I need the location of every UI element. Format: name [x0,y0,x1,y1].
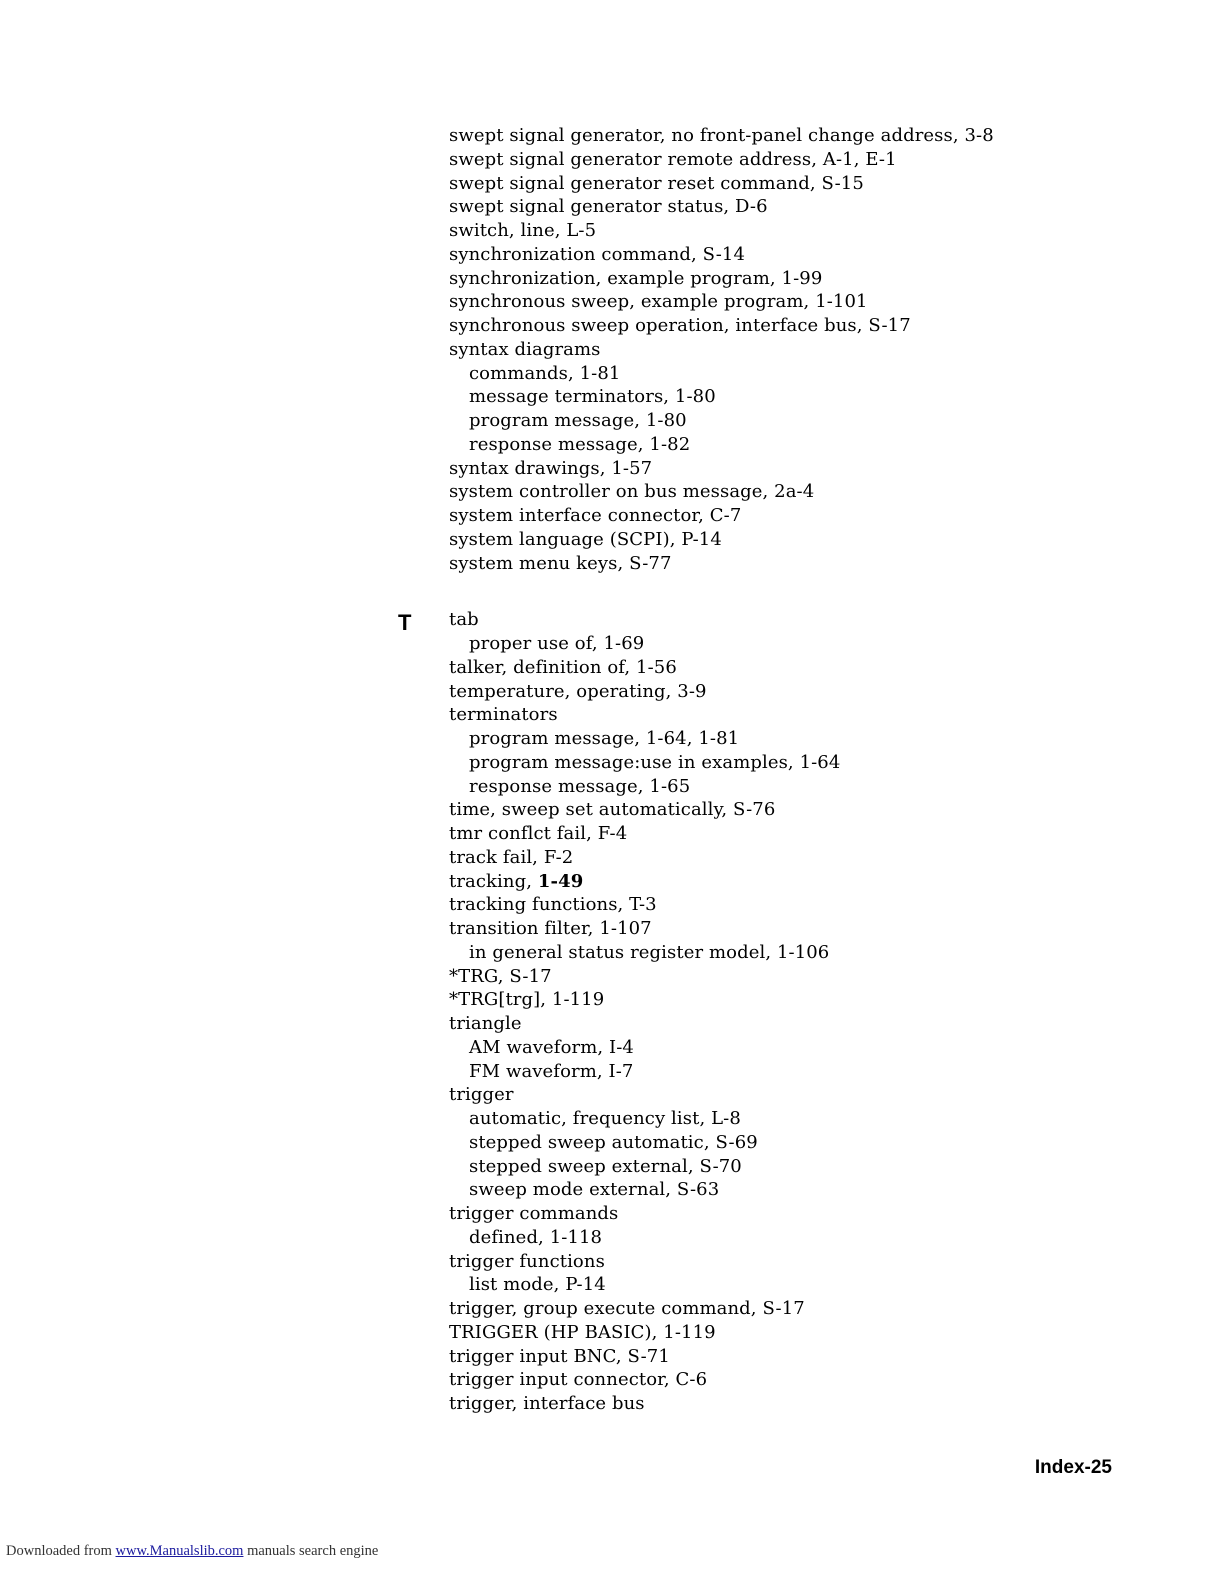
entry-text: temperature, operating, 3-9 [449,680,707,702]
entry-text: FM waveform, I-7 [469,1060,634,1082]
entry-text: trigger [449,1084,514,1106]
entry-text: transition filter, 1-107 [449,918,652,939]
entry-text: trigger input connector, C-6 [449,1369,708,1391]
entry-text: trigger functions [449,1250,605,1272]
section-letter: T [398,610,412,635]
entry-text: terminators [449,704,558,726]
entry-text: *TRG[trg], 1-119 [449,989,605,1011]
index-subentry [449,632,1069,656]
entry-text: talker, definition of, 1-56 [449,656,677,678]
entry-text: system controller on bus message, 2a-4 [449,481,815,503]
entry-text: track fail, F-2 [449,846,574,868]
index-entry [449,528,1069,552]
index-entry [449,480,1069,504]
index-entry [449,608,1069,632]
entry-text: automatic, frequency list, L-8 [469,1108,741,1129]
index-subentry [449,1155,1069,1179]
entry-text: proper use of, 1-69 [469,633,645,654]
index-entry [449,988,1069,1012]
index-subentry [449,727,1069,751]
index-entry [449,846,1069,870]
index-entry [449,290,1069,314]
index-entry [449,656,1069,680]
index-entry [449,798,1069,822]
index-entry [449,1392,1069,1416]
entry-text: sweep mode external, S-63 [469,1179,720,1201]
index-entry [449,195,1069,219]
entry-text: response message, 1-82 [469,433,691,455]
entry-text: synchronous sweep operation, interface bus, S-17 [449,315,911,336]
entry-text: swept signal generator status, D-6 [449,196,768,218]
entry-text: tmr conflct fail, F-4 [449,823,628,844]
index-subentry [449,409,1069,433]
entry-text: system interface connector, C-7 [449,505,742,526]
entry-text: tracking functions, T-3 [449,894,657,916]
entry-text: stepped sweep external, S-70 [469,1155,742,1177]
entry-text: tab [449,609,479,631]
index-entry [449,1250,1069,1274]
entry-text: stepped sweep automatic, S-69 [469,1131,758,1153]
entry-text: swept signal generator, no front-panel change address, 3-8 [449,125,994,146]
index-entry [449,1297,1069,1321]
index-entry [449,219,1069,243]
entry-text: response message, 1-65 [469,775,691,797]
index-entry [449,243,1069,267]
index-list [449,124,1069,1416]
index-subentry [449,775,1069,799]
index-subentry [449,362,1069,386]
footer-link[interactable]: www.Manualslib.com [115,1543,244,1559]
entry-text: in general status register model, 1-106 [469,941,830,963]
entry-text: trigger, interface bus [449,1393,645,1414]
entry-text: list mode, P-14 [469,1274,606,1296]
index-subentry [449,751,1069,775]
index-entry [449,1345,1069,1369]
entry-text: tracking, [449,870,538,892]
index-subentry [449,1060,1069,1084]
entry-text: synchronization command, S-14 [449,243,746,265]
entry-bold-page: 1-49 [537,870,584,892]
index-entry [449,965,1069,989]
index-entry [449,1321,1069,1345]
index-entry [449,680,1069,704]
entry-text: syntax drawings, 1-57 [449,457,653,479]
index-subentry [449,1107,1069,1131]
index-entry [449,822,1069,846]
index-entry [449,124,1069,148]
index-subentry [449,1036,1069,1060]
entry-text: swept signal generator remote address, A-1, E-1 [449,148,897,170]
footer-prefix: Downloaded from [6,1543,112,1559]
index-subentry [449,1273,1069,1297]
entry-text: *TRG, S-17 [449,965,552,987]
index-subentry [449,433,1069,457]
entry-text: AM waveform, I-4 [469,1036,634,1058]
entry-text: commands, 1-81 [469,362,621,384]
index-entry [449,703,1069,727]
entry-text: switch, line, L-5 [449,220,597,241]
index-entry [449,148,1069,172]
entry-text: program message, 1-64, 1-81 [469,728,740,749]
index-entry [449,1368,1069,1392]
entry-text: syntax diagrams [449,338,601,360]
index-entry [449,917,1069,941]
entry-text: program message, 1-80 [469,410,687,431]
index-subentry [449,1178,1069,1202]
index-entry [449,338,1069,362]
index-entry [449,457,1069,481]
footer [6,1542,378,1560]
index-subentry [449,385,1069,409]
index-entry [449,870,1069,894]
entry-text: synchronization, example program, 1-99 [449,267,823,289]
footer-suffix: manuals search engine [247,1543,379,1559]
entry-text: trigger commands [449,1203,619,1224]
index-entry [449,172,1069,196]
entry-text: time, sweep set automatically, S-76 [449,799,776,821]
entry-text: trigger, group execute command, S-17 [449,1298,805,1319]
entry-text: system menu keys, S-77 [449,552,672,574]
index-entry [449,314,1069,338]
index-entry [449,1202,1069,1226]
index-entry [449,504,1069,528]
index-subentry [449,1131,1069,1155]
page-number: Index-25 [1034,1457,1112,1478]
index-entry [449,552,1069,576]
entry-text: program message:use in examples, 1-64 [469,751,841,773]
index-subentry [449,941,1069,965]
entry-text: synchronous sweep, example program, 1-101 [449,291,868,313]
index-entry [449,1083,1069,1107]
entry-text: TRIGGER (HP BASIC), 1-119 [449,1321,716,1343]
entry-text: triangle [449,1013,522,1034]
entry-text: swept signal generator reset command, S-15 [449,172,864,194]
entry-text: system language (SCPI), P-14 [449,528,722,550]
index-entry [449,1012,1069,1036]
index-subentry [449,1226,1069,1250]
entry-text: message terminators, 1-80 [469,386,716,408]
entry-text: defined, 1-118 [469,1226,603,1248]
index-entry [449,893,1069,917]
index-entry [449,267,1069,291]
entry-text: trigger input BNC, S-71 [449,1345,670,1367]
